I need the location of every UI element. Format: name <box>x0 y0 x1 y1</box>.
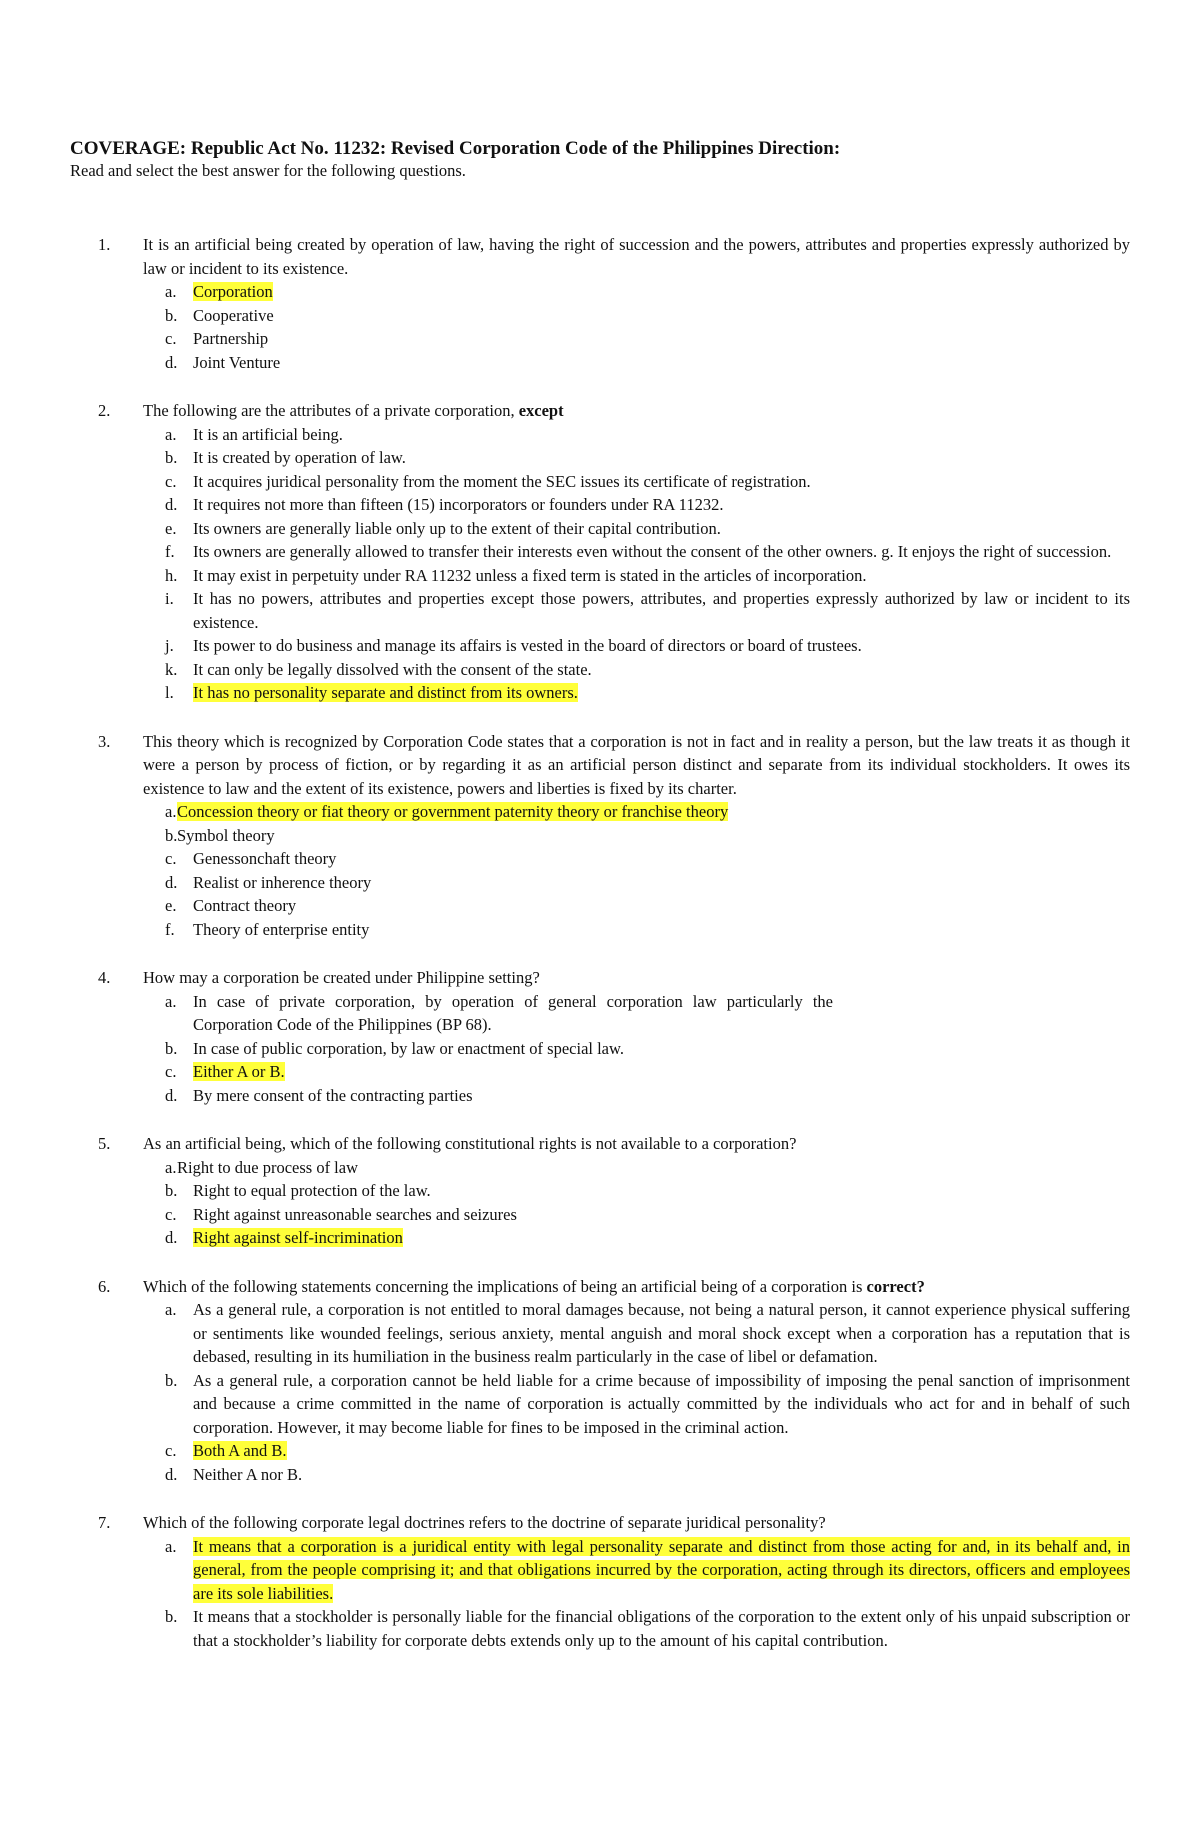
question-item <box>70 966 1130 1107</box>
option-text: Its owners are generally liable only up to the extent of their capital contribution. <box>193 518 721 538</box>
question-text-body: How may a corporation be created under Philippine setting? <box>143 968 540 987</box>
answer-option <box>143 351 1130 375</box>
option-letter: l. <box>165 683 174 702</box>
option-letter: c. <box>165 1441 177 1460</box>
answer-option <box>143 1060 1130 1084</box>
answer-option <box>143 446 1130 470</box>
direction-text: Read and select the best answer for the following questions. <box>70 161 466 180</box>
option-letter: j. <box>165 636 174 655</box>
option-text: By mere consent of the contracting parties <box>193 1085 473 1105</box>
option-letter: e. <box>165 518 177 538</box>
question-text <box>143 966 1130 990</box>
question-text <box>143 730 1130 801</box>
question-emphasis: correct? <box>866 1276 925 1296</box>
option-letter: c. <box>165 849 177 868</box>
question-text-body: It is an artificial being created by operation of law, having the right of succession and the powers, attributes and properties expressly authorized by law or incident to its existence. <box>143 235 1130 278</box>
question-text <box>143 1132 1130 1156</box>
highlighted-answer-text: Corporation <box>193 282 273 301</box>
answer-option <box>143 1535 1130 1606</box>
question-number: 1. <box>98 235 111 254</box>
option-letter: a. <box>165 802 177 821</box>
option-text: In case of public corporation, by law or enactment of special law. <box>193 1038 624 1058</box>
option-letter: b. <box>165 1370 178 1390</box>
option-text: Realist or inherence theory <box>193 872 372 892</box>
option-text: Cooperative <box>193 305 274 325</box>
option-letter: d. <box>165 495 178 514</box>
answer-option <box>143 423 1130 447</box>
option-text: Neither A nor B. <box>193 1464 303 1484</box>
option-letter: k. <box>165 659 178 679</box>
question-text-body: The following are the attributes of a private corporation, <box>143 401 515 420</box>
answer-option <box>143 847 1130 871</box>
option-text: As a general rule, a corporation cannot be held liable for a crime because of impossibility of imposing the penal sanction of imprisonment and because a crime committed in the name of corporation is actually committed by the individuals who act for and in behalf of such corporation. However, it may become liable for fines to be imposed in the criminal action. <box>193 1370 1130 1437</box>
option-letter: a. <box>165 282 177 301</box>
answer-option <box>143 327 1130 351</box>
option-text: Partnership <box>193 329 269 348</box>
answer-option <box>143 587 1130 634</box>
option-letter: b. <box>165 1181 178 1200</box>
question-item <box>70 1132 1130 1250</box>
answer-option <box>143 564 1130 588</box>
question-number: 6. <box>98 1276 111 1296</box>
answer-option <box>143 1179 1130 1203</box>
answer-options <box>143 280 1130 374</box>
document-header <box>70 137 1130 182</box>
question-text <box>143 399 1130 423</box>
option-letter: a. <box>165 1536 177 1556</box>
question-text <box>143 1275 1130 1299</box>
option-letter: b. <box>165 825 178 845</box>
option-text: Genessonchaft theory <box>193 849 337 868</box>
answer-option <box>143 1084 1130 1108</box>
highlighted-answer-text: It means that a corporation is a juridical entity with legal personality separate and distinct from those acting for and, in its behalf and, in general, from the people comprising it; and that obligations incurred by the corporation, acting through its directors, officers and employees are its sole liabilities. <box>193 1536 1130 1603</box>
option-letter: d. <box>165 352 178 372</box>
answer-options <box>143 1535 1130 1653</box>
question-text-body: This theory which is recognized by Corporation Code states that a corporation is not in fact and in reality a person, but the law treats it as though it were a person by process of fiction, or by regarding it as an artificial person distinct and separate from its individual stockholders. It owes its existence to law and the extent of its existence, powers and liberties is fixed by its charter. <box>143 731 1130 798</box>
highlighted-answer-text: It has no personality separate and distinct from its owners. <box>193 683 578 702</box>
answer-option <box>143 1605 1130 1652</box>
answer-option <box>143 634 1130 658</box>
answer-options <box>143 1156 1130 1250</box>
option-letter: f. <box>165 919 175 939</box>
answer-option <box>143 517 1130 541</box>
option-letter: h. <box>165 565 178 585</box>
option-text: Right to equal protection of the law. <box>193 1181 431 1200</box>
question-number: 2. <box>98 401 111 420</box>
option-letter: a. <box>165 1157 177 1177</box>
question-item <box>70 1511 1130 1652</box>
question-text <box>143 1511 1130 1535</box>
question-text-body: Which of the following corporate legal doctrines refers to the doctrine of separate juridical personality? <box>143 1513 826 1532</box>
question-number: 4. <box>98 968 111 987</box>
option-letter: f. <box>165 542 175 561</box>
question-item <box>70 233 1130 374</box>
question-number: 3. <box>98 731 111 751</box>
question-text-body: Which of the following statements concerning the implications of being an artificial being of a corporation is <box>143 1276 863 1296</box>
question-item <box>70 730 1130 942</box>
question-number: 5. <box>98 1134 111 1153</box>
answer-option <box>143 1203 1130 1227</box>
option-letter: d. <box>165 872 178 892</box>
option-text: As a general rule, a corporation is not entitled to moral damages because, not being a natural person, it cannot experience physical suffering or sentiments like wounded feelings, serious anxiety, mental anguish and moral shock except when a corporation has a reputation that is debased, resulting in its humiliation in the business realm particularly in the case of libel or defamation. <box>193 1300 1130 1366</box>
question-item <box>70 399 1130 705</box>
option-letter: a. <box>165 1300 177 1319</box>
option-text: It is created by operation of law. <box>193 448 406 467</box>
option-text: It requires not more than fifteen (15) incorporators or founders under RA 11232. <box>193 495 724 514</box>
answer-option <box>143 681 1130 705</box>
option-text: Right to due process of law <box>177 1157 359 1177</box>
answer-option <box>143 304 1130 328</box>
answer-option <box>143 1156 1130 1180</box>
option-text: It has no powers, attributes and properties except those powers, attributes, and properties expressly authorized by law or incident to its existence. <box>193 589 1130 632</box>
option-text: Theory of enterprise entity <box>193 919 370 939</box>
question-text <box>143 233 1130 280</box>
question-emphasis: except <box>518 401 564 420</box>
answer-option <box>143 824 1130 848</box>
highlighted-answer-text: Both A and B. <box>193 1441 287 1460</box>
answer-options <box>143 1298 1130 1486</box>
option-text: Joint Venture <box>193 352 281 372</box>
option-text: In case of private corporation, by operation of general corporation law particularly the Corporation Code of the Philippines (BP 68). <box>193 991 833 1034</box>
option-letter: e. <box>165 896 177 915</box>
option-text: Its power to do business and manage its affairs is vested in the board of directors or board of trustees. <box>193 636 862 655</box>
question-item <box>70 1275 1130 1487</box>
option-letter: c. <box>165 1204 177 1224</box>
answer-option <box>143 871 1130 895</box>
answer-option <box>143 1298 1130 1369</box>
answer-option <box>143 990 833 1037</box>
question-text-body: As an artificial being, which of the following constitutional rights is not available to a corporation? <box>143 1134 797 1153</box>
option-letter: c. <box>165 329 177 348</box>
option-letter: i. <box>165 589 174 608</box>
answer-option <box>143 1439 1130 1463</box>
option-letter: b. <box>165 305 178 325</box>
answer-option <box>143 280 1130 304</box>
answer-option <box>143 1463 1130 1487</box>
option-text: Contract theory <box>193 896 297 915</box>
option-text: It can only be legally dissolved with the consent of the state. <box>193 659 592 679</box>
document-title: COVERAGE: Republic Act No. 11232: Revised Corporation Code of the Philippines Direction: <box>70 138 841 159</box>
option-letter: b. <box>165 1607 178 1626</box>
answer-option <box>143 800 1130 824</box>
option-letter: c. <box>165 1062 177 1081</box>
answer-option <box>143 493 1130 517</box>
question-number: 7. <box>98 1513 111 1532</box>
option-letter: a. <box>165 424 177 444</box>
answer-option <box>143 540 1130 564</box>
highlighted-answer-text: Right against self-incrimination <box>193 1228 403 1247</box>
answer-option <box>143 1226 1130 1250</box>
option-letter: d. <box>165 1085 178 1105</box>
answer-option <box>143 918 1130 942</box>
option-letter: d. <box>165 1464 178 1484</box>
option-letter: d. <box>165 1228 178 1247</box>
answer-options <box>143 423 1130 705</box>
answer-options <box>143 990 1130 1108</box>
option-text: It acquires juridical personality from the moment the SEC issues its certificate of registration. <box>193 471 811 491</box>
option-letter: c. <box>165 471 177 491</box>
answer-options <box>143 800 1130 941</box>
answer-option <box>143 658 1130 682</box>
option-letter: b. <box>165 448 178 467</box>
option-text: It means that a stockholder is personally liable for the financial obligations of the corporation to the extent only of his unpaid subscription or that a stockholder’s liability for corporate debts extends only up to the amount of his capital contribution. <box>193 1607 1130 1650</box>
option-text: Its owners are generally allowed to transfer their interests even without the consent of the other owners. g. It enjoys the right of succession. <box>193 542 1112 561</box>
option-letter: a. <box>165 991 177 1011</box>
option-text: Symbol theory <box>177 825 275 845</box>
highlighted-answer-text: Concession theory or fiat theory or government paternity theory or franchise theory <box>177 802 729 821</box>
option-text: It may exist in perpetuity under RA 11232 unless a fixed term is stated in the articles of incorporation. <box>193 565 867 585</box>
question-list <box>70 233 1130 1677</box>
answer-option <box>143 894 1130 918</box>
answer-option <box>143 470 1130 494</box>
answer-option <box>143 1037 1130 1061</box>
highlighted-answer-text: Either A or B. <box>193 1062 285 1081</box>
option-text: It is an artificial being. <box>193 424 343 444</box>
option-text: Right against unreasonable searches and seizures <box>193 1204 517 1224</box>
option-letter: b. <box>165 1038 178 1058</box>
answer-option <box>143 1369 1130 1440</box>
